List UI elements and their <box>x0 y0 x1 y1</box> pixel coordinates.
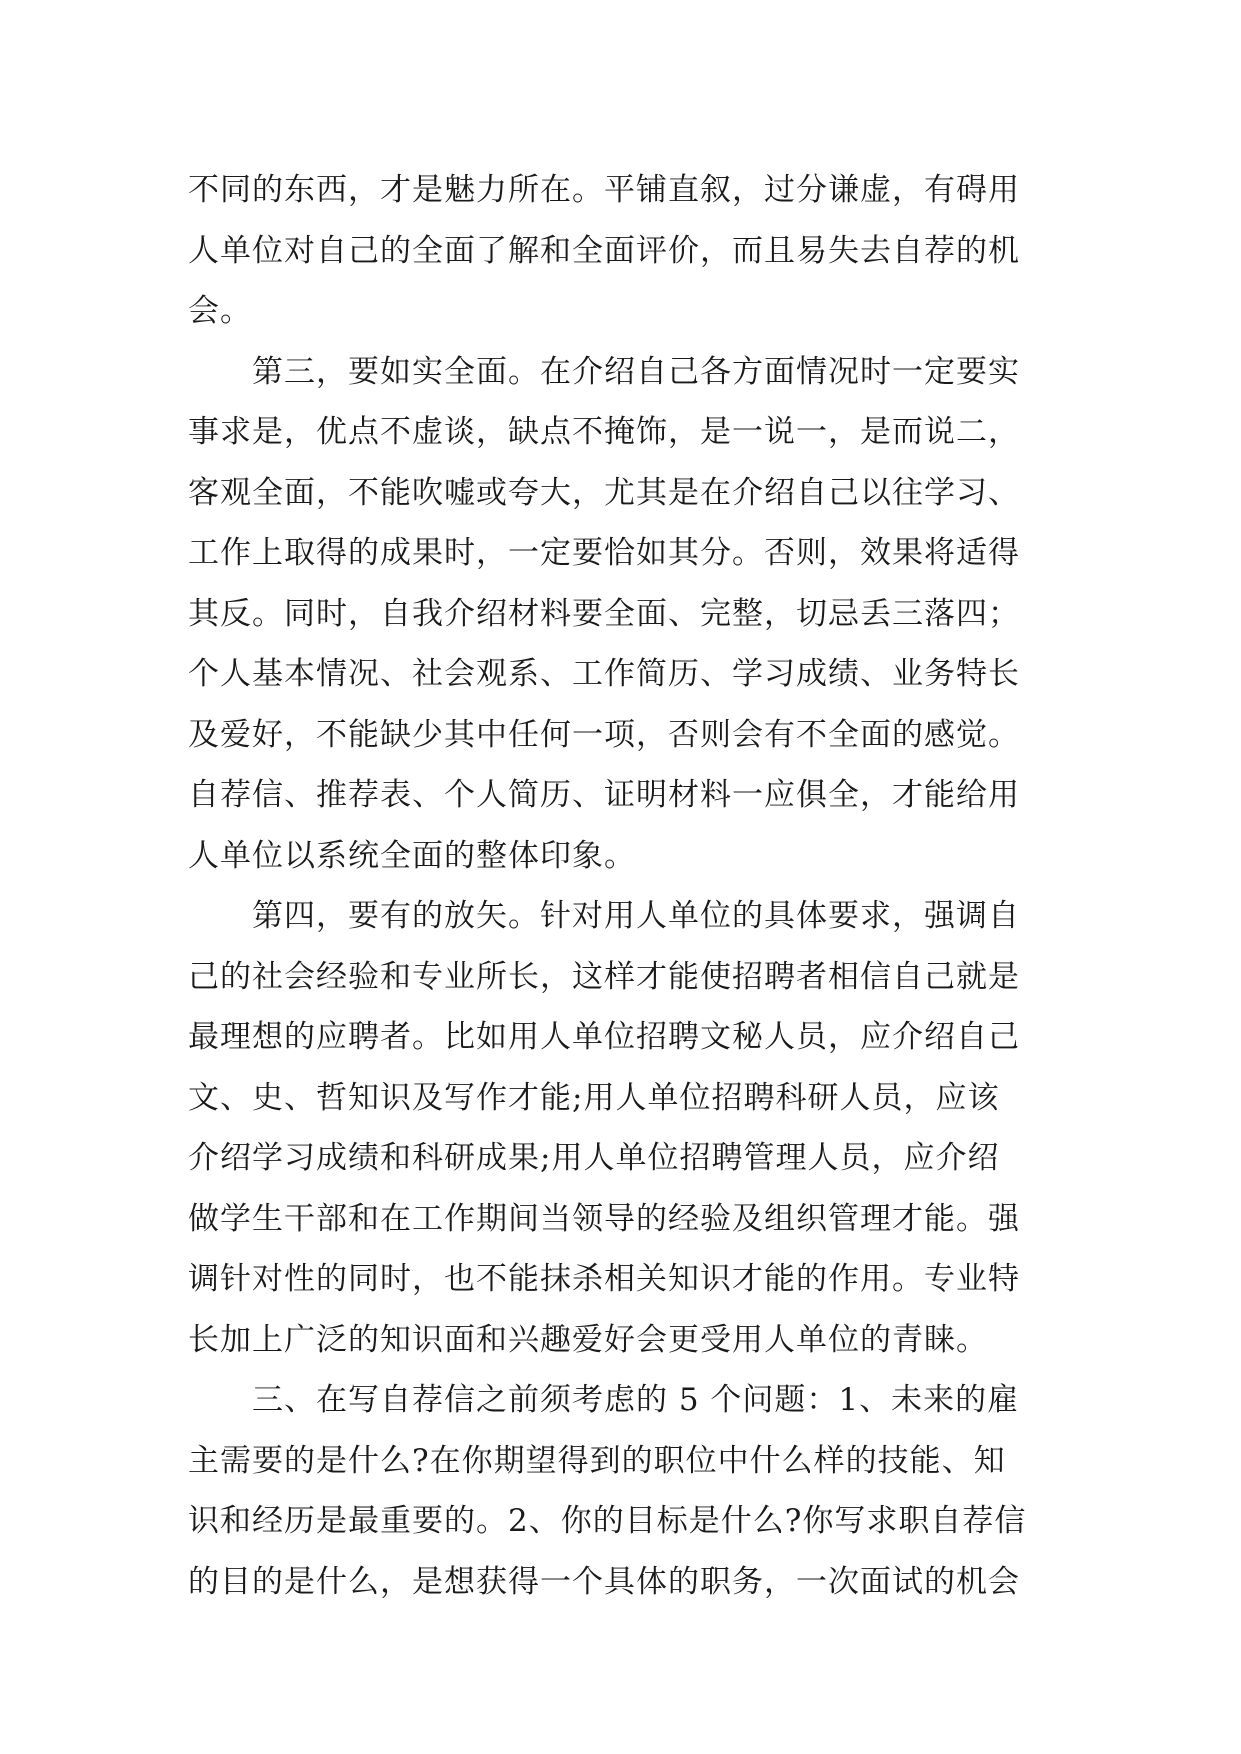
text-line-23: 识和经历是最重要的。2、你的目标是什么?你写求职自荐信 <box>188 1503 1027 1539</box>
section-three-heading-line: 三、在写自荐信之前须考虑的 5 个问题：1、未来的雇 <box>252 1382 1020 1418</box>
text-line-7: 工作上取得的成果时，一定要恰如其分。否则，效果将适得 <box>188 535 1020 571</box>
paragraph-third-heading-line: 第三，要如实全面。在介绍自己各方面情况时一定要实 <box>252 353 1020 390</box>
text-line-11: 自荐信、推荐表、个人简历、证明材料一应俱全，才能给用 <box>188 777 1020 813</box>
text-line-20: 长加上广泛的知识面和兴趣爱好会更受用人单位的青睐。 <box>188 1321 988 1358</box>
text-line-6: 客观全面，不能吹嘘或夸大，尤其是在介绍自己以往学习、 <box>188 474 1020 511</box>
text-line-8: 其反。同时，自我介绍材料要全面、完整，切忌丢三落四； <box>188 595 1020 632</box>
text-line-1: 不同的东西，才是魅力所在。平铺直叙，过分谦虚，有碍用 <box>188 172 1020 208</box>
text-line-19: 调针对性的同时，也不能抹杀相关知识才能的作用。专业特 <box>188 1261 1020 1297</box>
document-body <box>188 160 1058 1612</box>
text-line-5: 事求是，优点不虚谈，缺点不掩饰，是一说一，是而说二， <box>188 414 1020 450</box>
text-line-12: 人单位以系统全面的整体印象。 <box>188 837 636 874</box>
text-line-14: 己的社会经验和专业所长，这样才能使招聘者相信自己就是 <box>188 958 1020 995</box>
text-line-16: 文、史、哲知识及写作才能;用人单位招聘科研人员，应该 <box>188 1079 1000 1116</box>
text-line-15: 最理想的应聘者。比如用人单位招聘文秘人员，应介绍自己 <box>188 1019 1020 1055</box>
text-line-2: 人单位对自己的全面了解和全面评价，而且易失去自荐的机 <box>188 232 1020 269</box>
paragraph-fourth-heading-line: 第四，要有的放矢。针对用人单位的具体要求，强调自 <box>252 898 1020 934</box>
text-line-24: 的目的是什么，是想获得一个具体的职务，一次面试的机会 <box>188 1563 1020 1600</box>
text-line-10: 及爱好，不能缺少其中任何一项，否则会有不全面的感觉。 <box>188 716 1020 753</box>
text-line-17: 介绍学习成绩和科研成果;用人单位招聘管理人员，应介绍 <box>188 1140 1000 1176</box>
text-line-3: 会。 <box>188 293 252 329</box>
text-line-22: 主需要的是什么?在你期望得到的职位中什么样的技能、知 <box>188 1442 1006 1479</box>
text-line-18: 做学生干部和在工作期间当领导的经验及组织管理才能。强 <box>188 1200 1020 1237</box>
text-line-9: 个人基本情况、社会观系、工作简历、学习成绩、业务特长 <box>188 656 1020 692</box>
